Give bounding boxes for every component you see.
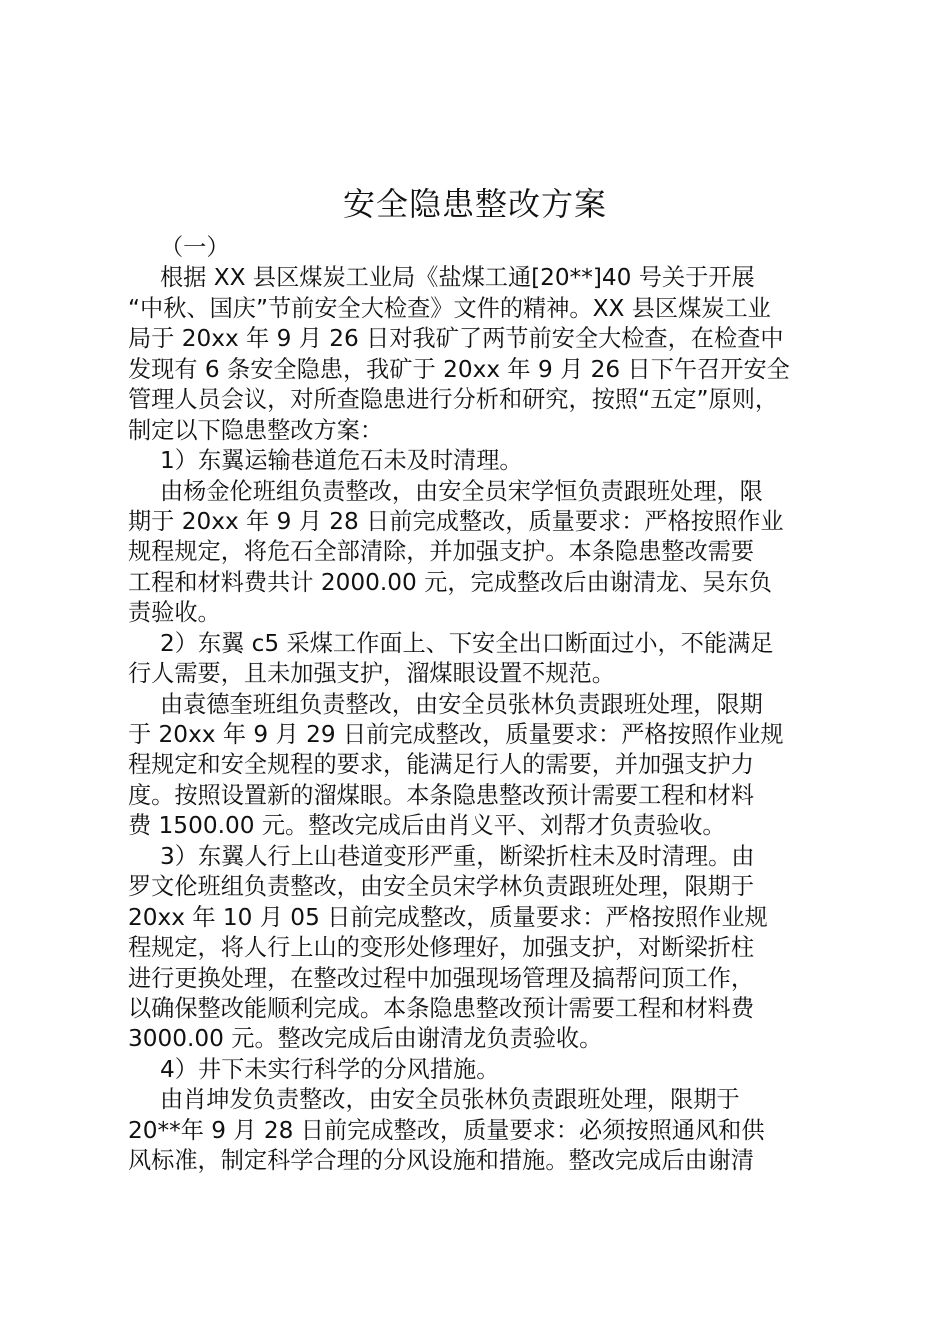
- text-line: 管理人员会议，对所查隐患进行分析和研究，按照“五定”原则，: [128, 386, 779, 414]
- text-line: 1）东翼运输巷道危石未及时清理。: [160, 447, 523, 475]
- text-line: 20**年 9 月 28 日前完成整改，质量要求：必须按照通风和供: [128, 1116, 765, 1144]
- text-line: 程规定和安全规程的要求，能满足行人的需要，并加强支护力: [128, 751, 755, 779]
- document-body: [128, 233, 836, 1177]
- text-line: 由肖坤发负责整改，由安全员张林负责跟班处理，限期于: [160, 1086, 740, 1114]
- text-line: 2）东翼 c5 采煤工作面上、下安全出口断面过小，不能满足: [160, 629, 774, 657]
- document-title: 安全隐患整改方案: [342, 185, 607, 223]
- text-line: 罗文伦班组负责整改，由安全员宋学林负责跟班处理，限期于: [128, 873, 755, 901]
- text-line: 期于 20xx 年 9 月 28 日前完成整改，质量要求：严格按照作业: [128, 507, 784, 535]
- text-line: 进行更换处理，在整改过程中加强现场管理及搞帮问顶工作，: [128, 964, 755, 992]
- text-line: 由袁德奎班组负责整改，由安全员张林负责跟班处理，限期: [160, 690, 763, 718]
- text-line: 于 20xx 年 9 月 29 日前完成整改，质量要求：严格按照作业规: [128, 721, 784, 748]
- text-line: 费 1500.00 元。整改完成后由肖义平、刘帮才负责验收。: [128, 812, 726, 840]
- text-line: 20xx 年 10 月 05 日前完成整改，质量要求：严格按照作业规: [128, 903, 768, 931]
- text-line: 责验收。: [128, 599, 221, 627]
- text-line: 制定以下隐患整改方案：: [128, 416, 384, 444]
- text-line: 3）东翼人行上山巷道变形严重，断梁折柱未及时清理。由: [160, 842, 755, 870]
- text-line: 程规定，将人行上山的变形处修理好，加强支护，对断梁折柱: [128, 934, 755, 962]
- text-line: 以确保整改能顺利完成。本条隐患整改预计需要工程和材料费: [128, 994, 755, 1022]
- text-line: 发现有 6 条安全隐患，我矿于 20xx 年 9 月 26 日下午召开安全: [128, 355, 790, 383]
- text-line: 4）井下未实行科学的分风措施。: [160, 1055, 500, 1083]
- text-line: “中秋、国庆”节前安全大检查》文件的精神。XX 县区煤炭工业: [128, 294, 771, 322]
- text-line: （一）: [160, 234, 230, 261]
- text-line: 行人需要，且未加强支护，溜煤眼设置不规范。: [128, 660, 615, 688]
- text-line: 规程规定，将危石全部清除，并加强支护。本条隐患整改需要: [128, 538, 755, 566]
- text-line: 度。按照设置新的溜煤眼。本条隐患整改预计需要工程和材料: [128, 781, 755, 809]
- text-line: 根据 XX 县区煤炭工业局《盐煤工通[20**]40 号关于开展: [160, 264, 755, 292]
- text-line: 3000.00 元。整改完成后由谢清龙负责验收。: [128, 1025, 603, 1053]
- text-line: 由杨金伦班组负责整改，由安全员宋学恒负责跟班处理，限: [160, 477, 763, 505]
- text-line: 局于 20xx 年 9 月 26 日对我矿了两节前安全大检查，在检查中: [128, 325, 784, 353]
- text-line: 工程和材料费共计 2000.00 元，完成整改后由谢清龙、吴东负: [128, 568, 772, 596]
- text-line: 风标准，制定科学合理的分风设施和措施。整改完成后由谢清: [128, 1147, 755, 1175]
